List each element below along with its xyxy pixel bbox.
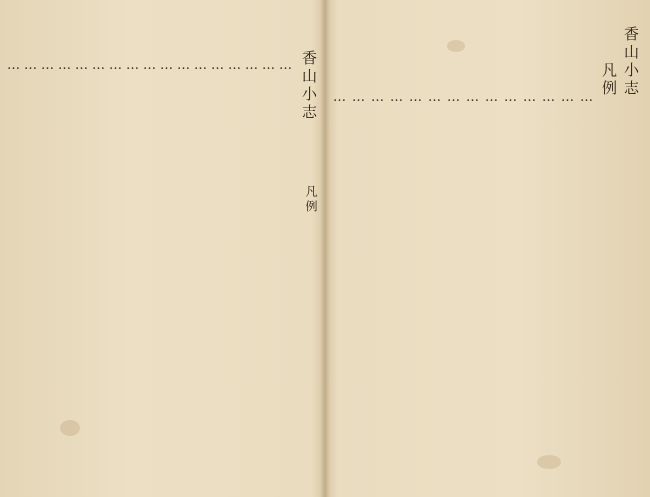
text-column: … (40, 58, 55, 75)
paper-stain (447, 40, 465, 52)
text-column: … (176, 58, 191, 75)
text-column: … (210, 58, 225, 75)
text-column: … (108, 58, 123, 75)
fold-label: 凡例 (304, 185, 318, 215)
text-column: … (560, 90, 575, 107)
section-heading: 凡例 (600, 62, 618, 98)
text-column: … (503, 90, 518, 107)
text-column: … (142, 58, 157, 75)
text-column: … (389, 90, 404, 107)
left-page-title: 香山小志 (300, 50, 318, 122)
paper-stain (60, 420, 80, 436)
text-column: … (159, 58, 174, 75)
text-column: … (193, 58, 208, 75)
text-column: … (446, 90, 461, 107)
text-column: … (278, 58, 293, 75)
text-column: … (244, 58, 259, 75)
text-column: … (427, 90, 442, 107)
right-page (327, 0, 650, 497)
paper-stain (537, 455, 561, 469)
text-column: … (125, 58, 140, 75)
text-column: … (541, 90, 556, 107)
text-column: … (332, 90, 347, 107)
text-column: … (23, 58, 38, 75)
text-column: … (579, 90, 594, 107)
text-column: … (261, 58, 276, 75)
text-column: … (465, 90, 480, 107)
text-column: … (74, 58, 89, 75)
right-page-title: 香山小志 (622, 26, 640, 98)
text-column: … (484, 90, 499, 107)
text-column: … (370, 90, 385, 107)
text-column: … (57, 58, 72, 75)
text-column: … (351, 90, 366, 107)
text-column: … (408, 90, 423, 107)
text-column: … (6, 58, 21, 75)
left-page (0, 0, 323, 497)
text-column: … (227, 58, 242, 75)
text-column: … (522, 90, 537, 107)
text-column: … (91, 58, 106, 75)
